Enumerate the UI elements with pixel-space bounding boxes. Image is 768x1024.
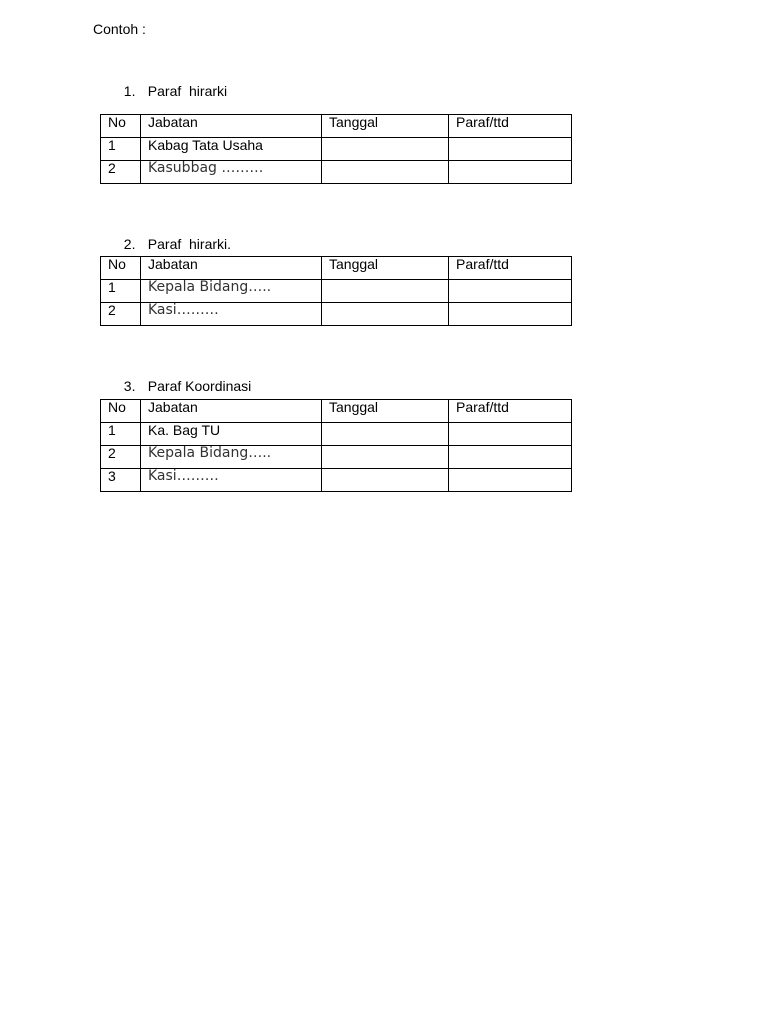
intro-text: Contoh : — [93, 21, 146, 37]
table-header-row — [101, 400, 572, 423]
section-heading-1 — [116, 67, 227, 99]
cell-paraf — [449, 446, 572, 469]
header-jabatan: Jabatan — [141, 400, 322, 423]
table-header-row — [101, 257, 572, 280]
cell-jabatan: Kasubbag ……… — [141, 161, 322, 184]
paraf-table-1 — [100, 114, 572, 184]
cell-tanggal — [322, 423, 449, 446]
cell-no: 2 — [101, 303, 141, 326]
section-title: Paraf Koordinasi — [147, 378, 252, 394]
cell-tanggal — [322, 161, 449, 184]
cell-paraf — [449, 138, 572, 161]
cell-tanggal — [322, 469, 449, 492]
paraf-table-3 — [100, 399, 572, 492]
cell-no: 3 — [101, 469, 141, 492]
cell-tanggal — [322, 303, 449, 326]
cell-no: 2 — [101, 161, 141, 184]
table-header-row — [101, 115, 572, 138]
cell-no: 1 — [101, 138, 141, 161]
header-tanggal: Tanggal — [322, 400, 449, 423]
section-number: 3. — [123, 378, 136, 394]
cell-no: 1 — [101, 423, 141, 446]
header-paraf: Paraf/ttd — [449, 115, 572, 138]
cell-jabatan: Kepala Bidang….. — [141, 446, 322, 469]
header-jabatan: Jabatan — [141, 257, 322, 280]
section-number: 1. — [123, 83, 136, 99]
section-title: Paraf hirarki. — [147, 236, 232, 252]
cell-tanggal — [322, 280, 449, 303]
table-row — [101, 423, 572, 446]
section-heading-2 — [116, 220, 231, 252]
cell-paraf — [449, 423, 572, 446]
table-row — [101, 446, 572, 469]
cell-jabatan: Ka. Bag TU — [141, 423, 322, 446]
header-paraf: Paraf/ttd — [449, 400, 572, 423]
header-no: No — [101, 115, 141, 138]
cell-paraf — [449, 280, 572, 303]
cell-jabatan: Kabag Tata Usaha — [141, 138, 322, 161]
table-row — [101, 138, 572, 161]
cell-tanggal — [322, 138, 449, 161]
cell-paraf — [449, 161, 572, 184]
table-row — [101, 280, 572, 303]
section-title: Paraf hirarki — [147, 83, 228, 99]
cell-jabatan: Kepala Bidang….. — [141, 280, 322, 303]
header-no: No — [101, 400, 141, 423]
cell-tanggal — [322, 446, 449, 469]
cell-no: 1 — [101, 280, 141, 303]
section-heading-3 — [116, 362, 251, 394]
cell-jabatan: Kasi……… — [141, 469, 322, 492]
header-tanggal: Tanggal — [322, 115, 449, 138]
cell-paraf — [449, 303, 572, 326]
cell-paraf — [449, 469, 572, 492]
header-paraf: Paraf/ttd — [449, 257, 572, 280]
header-jabatan: Jabatan — [141, 115, 322, 138]
paraf-table-2 — [100, 256, 572, 326]
cell-no: 2 — [101, 446, 141, 469]
table-row — [101, 161, 572, 184]
table-row — [101, 469, 572, 492]
cell-jabatan: Kasi……… — [141, 303, 322, 326]
section-number: 2. — [123, 236, 136, 252]
header-no: No — [101, 257, 141, 280]
header-tanggal: Tanggal — [322, 257, 449, 280]
table-row — [101, 303, 572, 326]
